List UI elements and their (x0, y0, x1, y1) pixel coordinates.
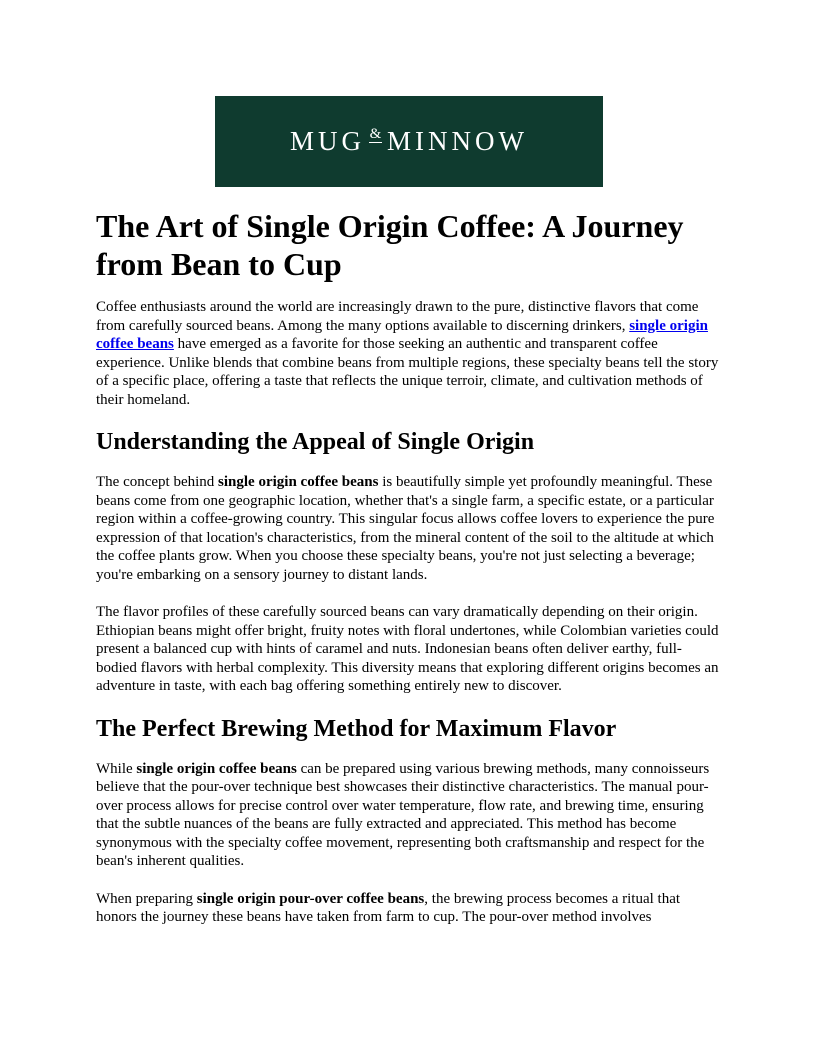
intro-paragraph: Coffee enthusiasts around the world are increasingly drawn to the pure, distinctive flavors that come from carefully sourced beans. Among the many options available to discerning drinkers, single origin coffee beans have emerged as a favorite for those seeking an authentic and transparent coffee experience. Unlike blends that combine beans from multiple regions, these specialty beans tell the story of a specific place, offering a taste that reflects the unique terroir, climate, and cultivation methods of their homeland. (96, 299, 719, 408)
logo-banner (215, 96, 603, 187)
article-title: The Art of Single Origin Coffee: A Journey from Bean to Cup (96, 208, 684, 282)
article (96, 207, 721, 946)
brewing-paragraph-1: While single origin coffee beans can be prepared using various brewing methods, many connoisseurs believe that the pour-over technique best showcases their distinctive characteristics. The manual pour-over process allows for precise control over water temperature, flow rate, and brewing time, ensuring that the subtle nuances of the beans are fully extracted and appreciated. This method has become synonymous with the specialty coffee movement, representing both craftsmanship and respect for the bean's inherent qualities. (96, 760, 710, 869)
appeal-paragraph-1: The concept behind single origin coffee beans is beautifully simple yet profoundly meaningful. These beans come from one geographic location, whether that's a single farm, a specific estate, or a particular region within a coffee-growing country. This singular focus allows coffee lovers to experience the pure expression of that location's characteristics, from the mineral content of the soil to the altitude at which the coffee plants grow. When you choose these specialty beans, you're not just selecting a beverage; you're embarking on a sensory journey to distant lands. (96, 474, 715, 583)
keyword-bold: single origin pour-over coffee beans (196, 890, 425, 907)
logo-word-minnow: MINNOW (387, 126, 528, 156)
appeal-paragraph-2: The flavor profiles of these carefully sourced beans can vary dramatically depending on their origin. Ethiopian beans might offer bright, fruity notes with floral undertones, while Colombian varieties could present a balanced cup with hints of caramel and nuts. Indonesian beans often deliver earthy, full-bodied flavors with herbal complexity. This diversity means that exploring different origins becomes an adventure in taste, with each bag offering something entirely new to discover. (96, 604, 719, 694)
single-origin-link[interactable]: single origin coffee beans (96, 317, 708, 352)
keyword-bold: single origin coffee beans (136, 760, 297, 777)
logo-ampersand: & (369, 125, 382, 142)
section-heading-brewing: The Perfect Brewing Method for Maximum Flavor (96, 715, 617, 742)
logo-word-mug: MUG (290, 126, 366, 156)
brand-logo (290, 126, 528, 157)
section-heading-appeal: Understanding the Appeal of Single Origin (96, 429, 535, 455)
keyword-bold: single origin coffee beans (218, 474, 379, 490)
brewing-paragraph-2: When preparing single origin pour-over coffee beans, the brewing process becomes a ritual that honors the journey these beans have taken from farm to cup. The pour-over method involves (96, 890, 681, 925)
